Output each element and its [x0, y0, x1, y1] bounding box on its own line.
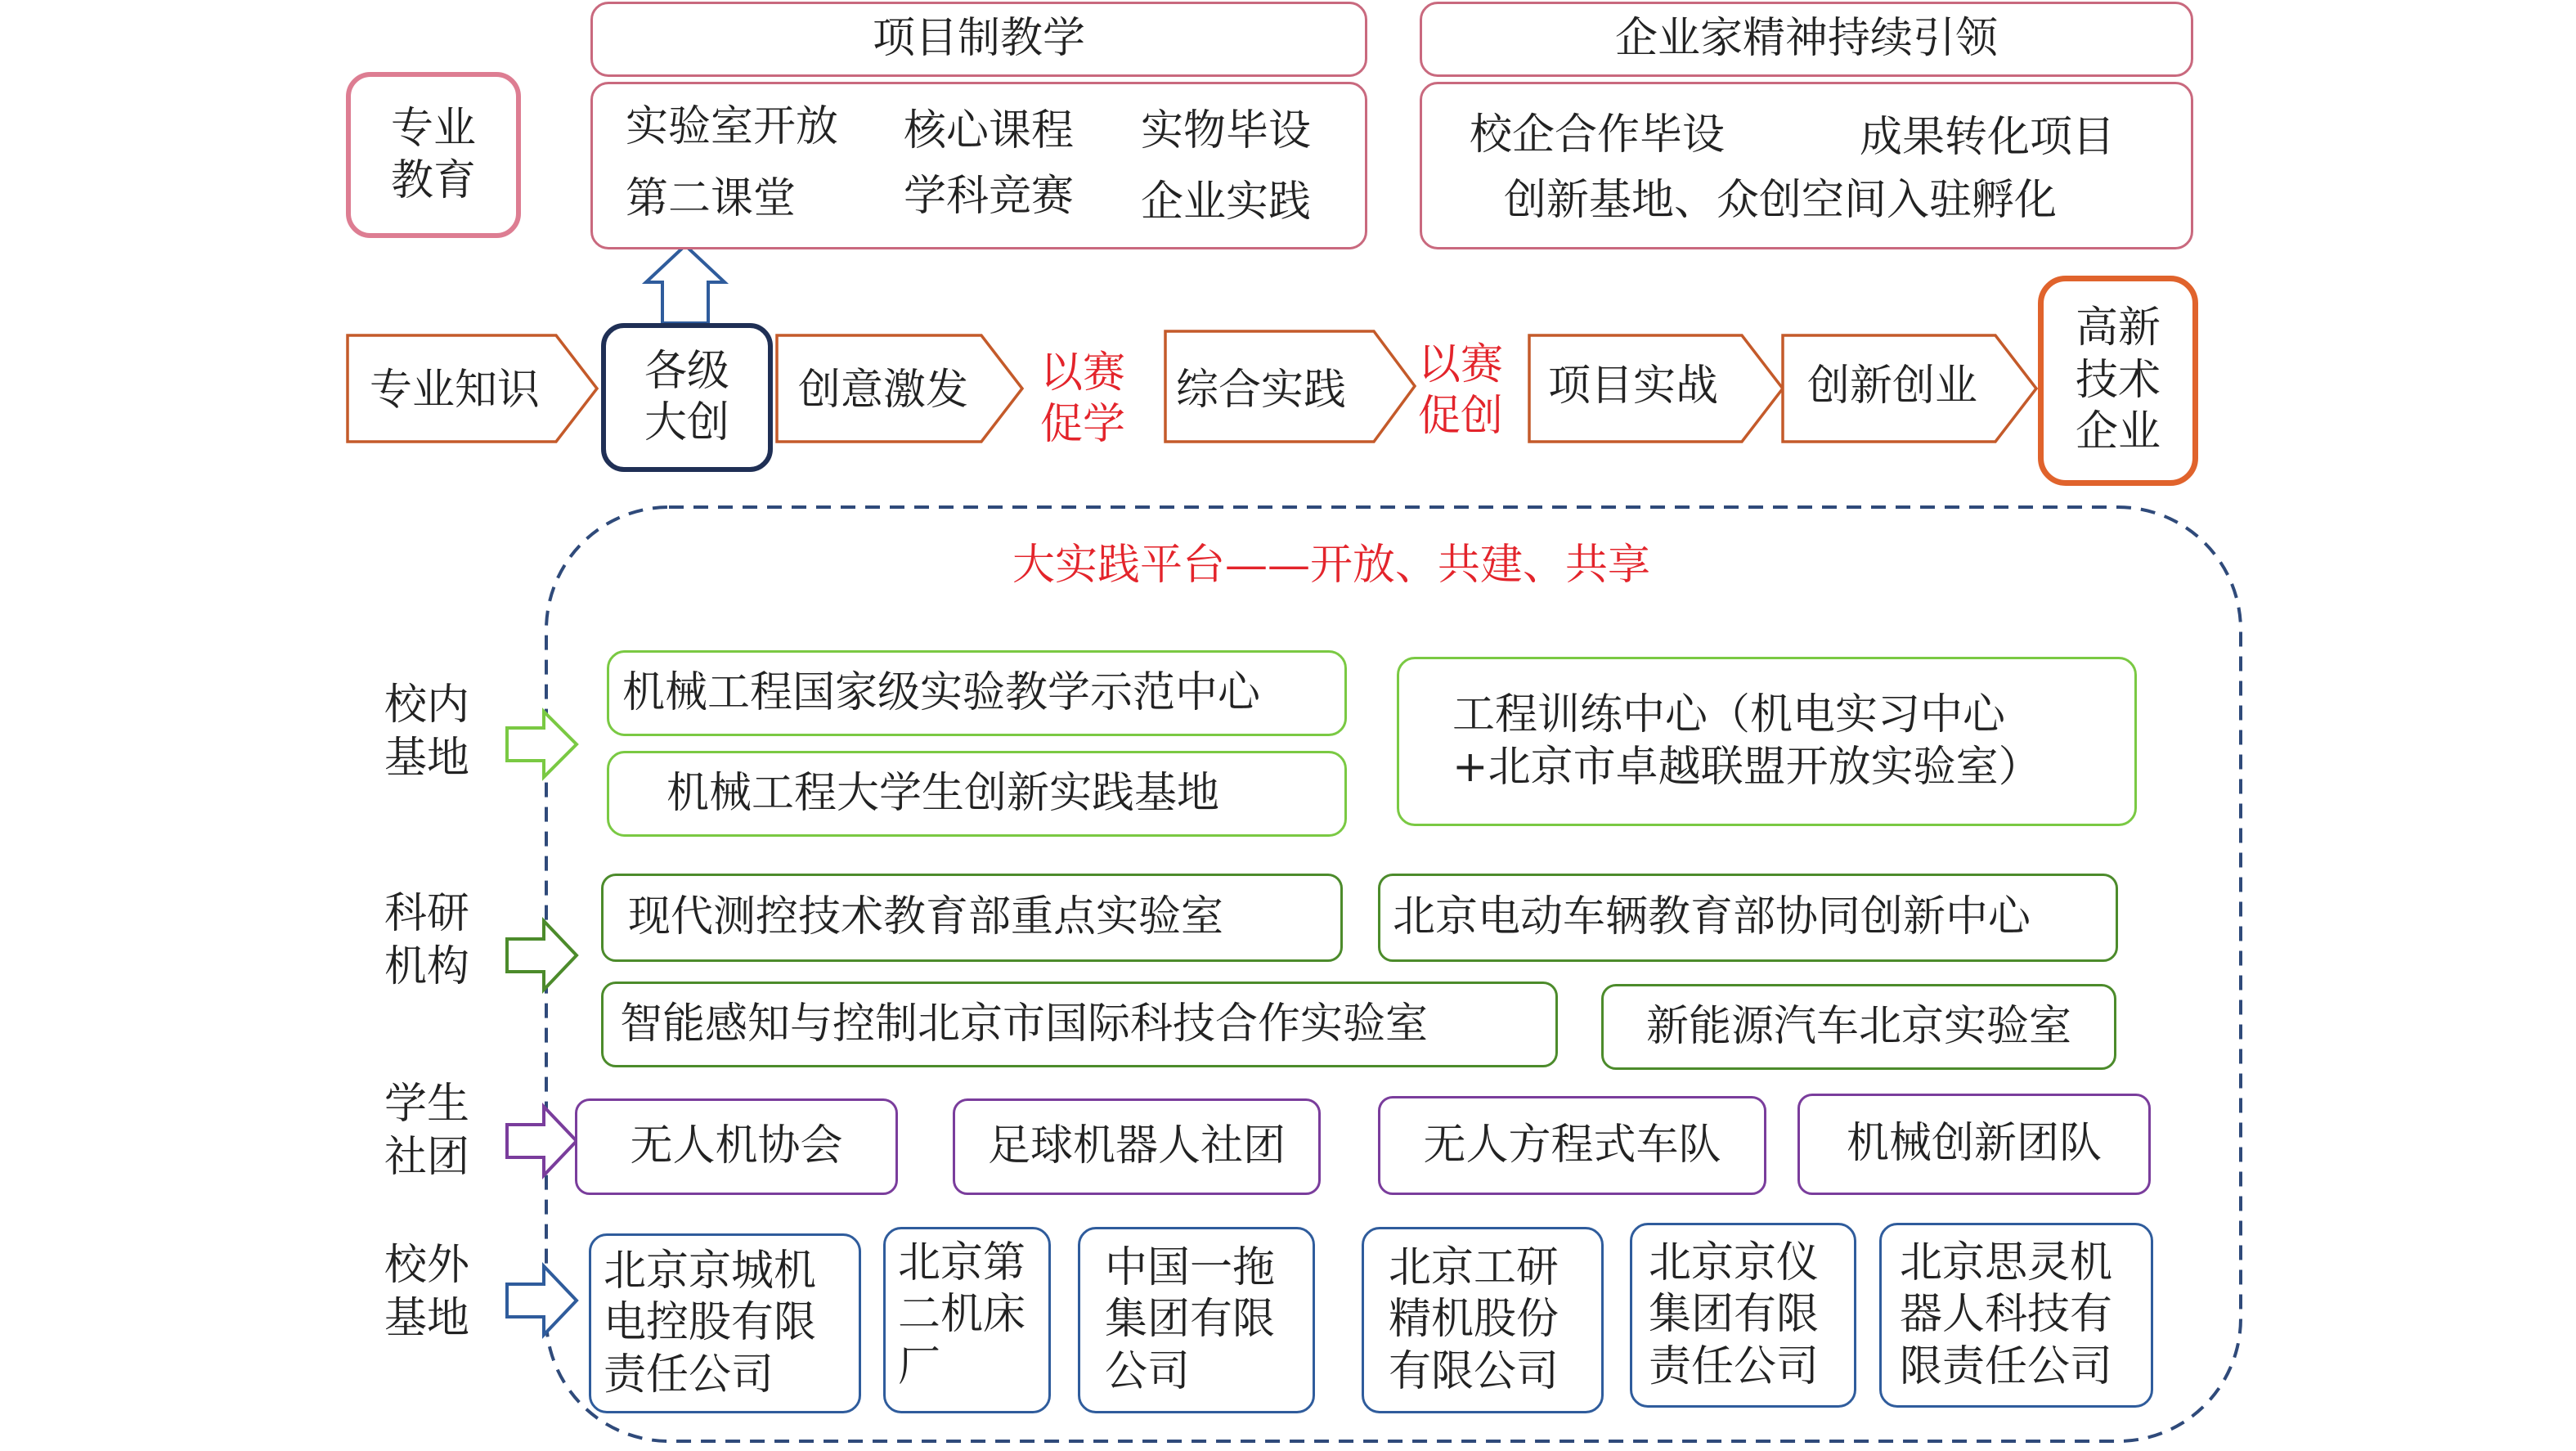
flow-step-dachuang: 各级 大创	[601, 323, 773, 472]
flow-step-knowledge: 专业知识	[370, 366, 541, 415]
entrepreneur-item: 校企合作毕设	[1470, 110, 1726, 159]
project-teaching-items	[590, 82, 1367, 249]
platform-item: 机械工程国家级实验教学示范中心	[607, 650, 1347, 736]
platform-item: 北京京城机 电控股有限 责任公司	[589, 1233, 861, 1413]
row-arrow-icon-campus	[507, 712, 577, 777]
row-arrow-icon-club	[507, 1107, 577, 1175]
platform-item: 北京第 二机床 厂	[883, 1227, 1051, 1413]
platform-item: 中国一拖 集团有限 公司	[1078, 1227, 1315, 1413]
connector-label: 以赛 促创	[1418, 340, 1504, 442]
row-label-external: 校外 基地	[384, 1241, 470, 1343]
platform-item: 足球机器人社团	[953, 1098, 1321, 1195]
platform-item: 北京电动车辆教育部协同创新中心	[1378, 874, 2118, 962]
up-arrow-icon	[646, 245, 725, 323]
project-item: 实验室开放	[626, 102, 839, 151]
row-label-campus: 校内 基地	[384, 681, 470, 783]
row-label-club: 学生 社团	[384, 1080, 470, 1182]
row-arrow-icon-research	[507, 921, 577, 990]
project-item: 第二课堂	[626, 174, 797, 223]
flow-step-innovation: 创新创业	[1807, 362, 1978, 411]
platform-title: 大实践平台——开放、共建、共享	[1012, 541, 1651, 590]
project-item: 核心课程	[904, 106, 1075, 155]
platform-item: 机械工程大学生创新实践基地	[607, 751, 1347, 837]
platform-item: 现代测控技术教育部重点实验室	[601, 874, 1343, 962]
connector-label: 以赛 促学	[1040, 348, 1126, 450]
professional-education: 专业 教育	[346, 72, 521, 238]
platform-item: 北京工研 精机股份 有限公司	[1362, 1227, 1604, 1413]
project-item: 实物毕设	[1141, 106, 1312, 155]
project-teaching-title: 项目制教学	[590, 2, 1367, 77]
project-item: 学科竞赛	[904, 172, 1075, 221]
platform-item: 工程训练中心（机电实习中心 +北京市卓越联盟开放实验室）	[1397, 657, 2137, 826]
platform-item: 机械创新团队	[1797, 1094, 2151, 1195]
project-item: 企业实践	[1141, 177, 1312, 227]
platform-item: 新能源汽车北京实验室	[1601, 984, 2116, 1070]
entrepreneur-item: 成果转化项目	[1860, 113, 2116, 162]
row-arrow-icon-external	[507, 1266, 577, 1335]
platform-item: 无人方程式车队	[1378, 1096, 1766, 1195]
flow-step-hightech: 高新 技术 企业	[2038, 276, 2198, 486]
flow-step-inspiration: 创意激发	[798, 366, 969, 415]
row-label-research: 科研 机构	[384, 889, 470, 991]
flow-step-practice: 综合实践	[1176, 366, 1347, 415]
platform-item: 北京思灵机 器人科技有 限责任公司	[1879, 1223, 2153, 1408]
entrepreneur-title: 企业家精神持续引领	[1420, 2, 2193, 77]
platform-item: 智能感知与控制北京市国际科技合作实验室	[601, 982, 1558, 1067]
platform-item: 无人机协会	[575, 1098, 898, 1195]
flow-step-project: 项目实战	[1548, 362, 1719, 411]
entrepreneur-items	[1420, 82, 2193, 249]
entrepreneur-item: 创新基地、众创空间入驻孵化	[1504, 176, 2058, 225]
platform-item: 北京京仪 集团有限 责任公司	[1630, 1223, 1856, 1408]
